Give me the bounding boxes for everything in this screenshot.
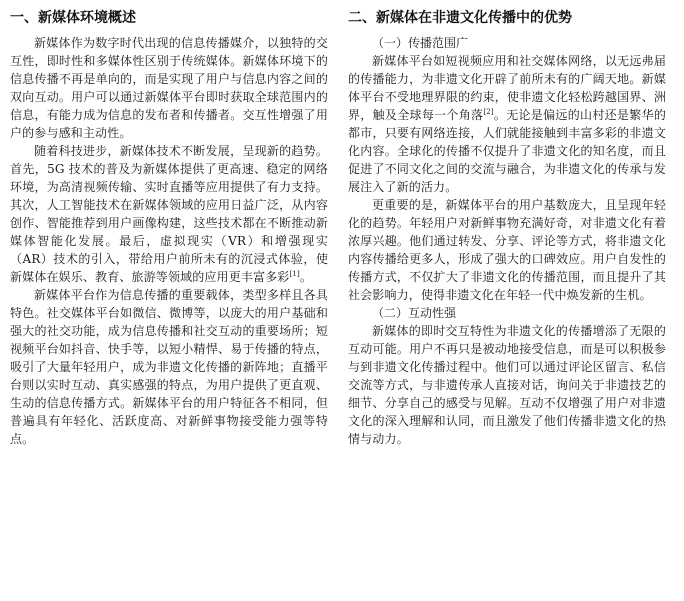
paragraph (348, 52, 666, 196)
paragraph (348, 196, 666, 304)
citation-ref: [2] (483, 108, 494, 116)
paragraph-text: 随着科技进步，新媒体技术不断发展，呈现新的趋势。首先，5G 技术的普及为新媒体提供了更高速、稳定的网络环境，为高清视频传输、实时直播等应用提供了有力支持。其次，人工智能技术在新媒体领域的应用日益广泛，从内容创作、智能推荐到用户画像构建，这些技术都在不断推动新媒体智能化发展。最后，虚拟现实（VR）和增强现实（AR）技术的引入，带给用户前所未有的沉浸式体验，使新媒体在娱乐、教育、旅游等领域的应用更丰富多彩 (10, 144, 328, 284)
paragraph-text: 更重要的是，新媒体平台的用户基数庞大，且呈现年轻化的趋势。年轻用户对新鲜事物充满好奇，对非遗文化有着浓厚兴趣。他们通过转发、分享、评论等方式，将非遗文化内容传播给更多人，形成了强大的口碑效应。用户自发性的传播方式，不仅扩大了非遗文化的传播范围，而且提升了其社会影响力，使得非遗文化在年轻一代中焕发新的生机。 (348, 198, 666, 302)
paragraph-text: 新媒体作为数字时代出现的信息传播媒介，以独特的交互性，即时性和多媒体性区别于传统媒体。新媒体环境下的信息传播不再是单向的，而是实现了用户与信息内容之间的双向互动。用户可以通过新媒体平台即时获取全球范围内的信息，有能力成为信息的发布者和传播者。交互性增强了用户的参与感和主动性。 (10, 36, 328, 140)
paragraph-text: 新媒体的即时交互特性为非遗文化的传播增添了无限的互动可能。用户不再只是被动地接受信息，而是可以积极参与到非遗文化传播过程中。他们可以通过评论区留言、私信交流等方式，与非遗传承人直接对话，询问关于非遗技艺的细节、分享自己的感受与见解。互动不仅增强了用户对非遗文化的深入理解和认同，而且激发了他们传播非遗文化的热情与动力。 (348, 324, 666, 446)
left-column (10, 8, 328, 448)
paragraph-text: 新媒体平台如短视频应用和社交媒体网络，以无远弗届的传播能力，为非遗文化开辟了前所未有的广阔天地。新媒体平台不受地理界限的约束，使非遗文化轻松跨越国界、洲界，触及全球每一个角落 (348, 54, 666, 122)
paragraph (10, 142, 328, 286)
paragraph (10, 34, 328, 142)
section-heading-overview: 一、新媒体环境概述 (10, 10, 136, 26)
paragraph (10, 286, 328, 448)
citation-ref: [1] (289, 270, 300, 278)
paragraph-text: 。 (299, 270, 312, 284)
right-column (348, 8, 666, 448)
paragraph-text: 。无论是偏远的山村还是繁华的都市，只要有网络连接，人们就能接触到丰富多彩的非遗文化内容。全球化的传播不仅提升了非遗文化的知名度，而且促进了不同文化之间的交流与融合，为非遗文化的传承与发展注入了新的活力。 (348, 108, 666, 194)
subsection-heading-interactivity: （二）互动性强 (372, 306, 457, 320)
paragraph (348, 322, 666, 448)
subsection-heading-reach: （一）传播范围广 (372, 36, 469, 50)
section-heading-advantages: 二、新媒体在非遗文化传播中的优势 (348, 10, 572, 26)
paragraph-text: 新媒体平台作为信息传播的重要载体，类型多样且各具特色。社交媒体平台如微信、微博等，以庞大的用户基础和强大的社交功能，成为信息传播和社交互动的重要场所；短视频平台如抖音、快手等，以短小精悍、易于传播的特点，吸引了大量年轻用户，成为非遗文化传播的新阵地；直播平台则以实时互动、真实感强的特点，为用户提供了更直观、生动的信息传播方式。新媒体平台的用户特征各不相同，但普遍具有年轻化、活跃度高、对新鲜事物接受能力强等特点。 (10, 288, 328, 446)
